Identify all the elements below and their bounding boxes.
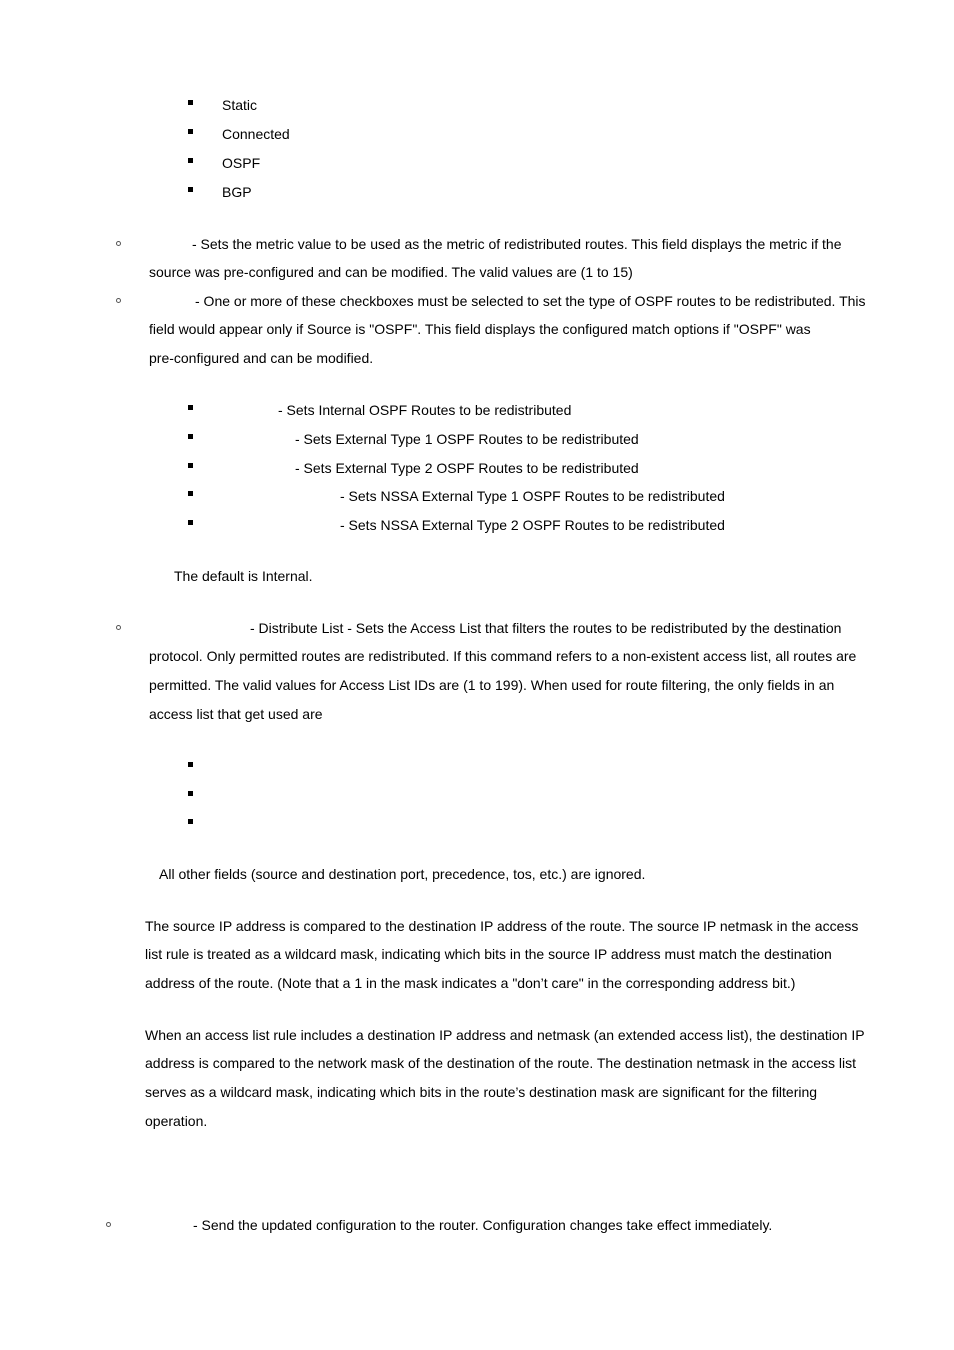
para-destination-line-3: serves as a wildcard mask, indicating which bits in the route’s destination mask are significant for the filtering xyxy=(145,1084,818,1100)
bullet-square-icon xyxy=(188,491,193,496)
bullet-square-icon xyxy=(188,434,193,439)
submit-text: - Send the updated configuration to the router. Configuration changes take effect immediately. xyxy=(193,1217,773,1233)
para-destination-line-4: operation. xyxy=(145,1113,208,1129)
bullet-square-icon xyxy=(188,405,193,410)
match-option-nssa-external-type-1: - Sets NSSA External Type 1 OSPF Routes to be redistributed xyxy=(340,488,725,504)
bullet-square-icon xyxy=(188,129,193,134)
source-option-static: Static xyxy=(222,97,258,113)
match-option-external-type-2: - Sets External Type 2 OSPF Routes to be redistributed xyxy=(295,460,639,476)
match-option-external-type-1: - Sets External Type 1 OSPF Routes to be redistributed xyxy=(295,431,639,447)
bullet-square-icon xyxy=(188,158,193,163)
match-line-3: pre-configured and can be modified. xyxy=(149,350,374,366)
source-option-connected: Connected xyxy=(222,126,290,142)
bullet-circle-icon xyxy=(106,1222,111,1227)
ignored-fields-text: All other fields (source and destination port, precedence, tos, etc.) are ignored. xyxy=(159,866,646,882)
bullet-square-icon xyxy=(188,791,193,796)
match-option-internal: - Sets Internal OSPF Routes to be redistributed xyxy=(278,402,572,418)
distribute-line-2: protocol. Only permitted routes are redistributed. If this command refers to a non-existent access list, all routes are xyxy=(149,648,857,664)
bullet-square-icon xyxy=(188,762,193,767)
para-destination-line-2: address is compared to the network mask of the destination of the route. The destination netmask in the access list xyxy=(145,1055,857,1071)
match-line-1: - One or more of these checkboxes must be selected to set the type of OSPF routes to be redistributed. This xyxy=(195,293,866,309)
distribute-line-3: permitted. The valid values for Access List IDs are (1 to 199). When used for route filtering, the only fields in an xyxy=(149,677,835,693)
para-source-line-1: The source IP address is compared to the destination IP address of the route. The source IP netmask in the access xyxy=(145,918,859,934)
para-source-line-3: address of the route. (Note that a 1 in the mask indicates a "don’t care" in the corresponding address bit.) xyxy=(145,975,796,991)
bullet-circle-icon xyxy=(116,241,121,246)
bullet-square-icon xyxy=(188,463,193,468)
distribute-line-4: access list that get used are xyxy=(149,706,323,722)
bullet-square-icon xyxy=(188,100,193,105)
metric-line-1: - Sets the metric value to be used as the metric of redistributed routes. This field displays the metric if the xyxy=(192,236,842,252)
metric-line-2: source was pre-configured and can be modified. The valid values are (1 to 15) xyxy=(149,264,633,280)
bullet-square-icon xyxy=(188,187,193,192)
match-default-text: The default is Internal. xyxy=(174,568,313,584)
bullet-square-icon xyxy=(188,520,193,525)
source-option-ospf: OSPF xyxy=(222,155,261,171)
para-destination-line-1: When an access list rule includes a destination IP address and netmask (an extended access list), the destination IP xyxy=(145,1027,865,1043)
bullet-circle-icon xyxy=(116,625,121,630)
bullet-square-icon xyxy=(188,819,193,824)
distribute-line-1: - Distribute List - Sets the Access List that filters the routes to be redistributed by the destination xyxy=(250,620,842,636)
match-option-nssa-external-type-2: - Sets NSSA External Type 2 OSPF Routes to be redistributed xyxy=(340,517,725,533)
para-source-line-2: list rule is treated as a wildcard mask, indicating which bits in the source IP address must match the destination xyxy=(145,946,832,962)
bullet-circle-icon xyxy=(116,298,121,303)
match-line-2: field would appear only if Source is "OSPF". This field displays the configured match options if "OSPF" was xyxy=(149,321,811,337)
source-option-bgp: BGP xyxy=(222,184,252,200)
